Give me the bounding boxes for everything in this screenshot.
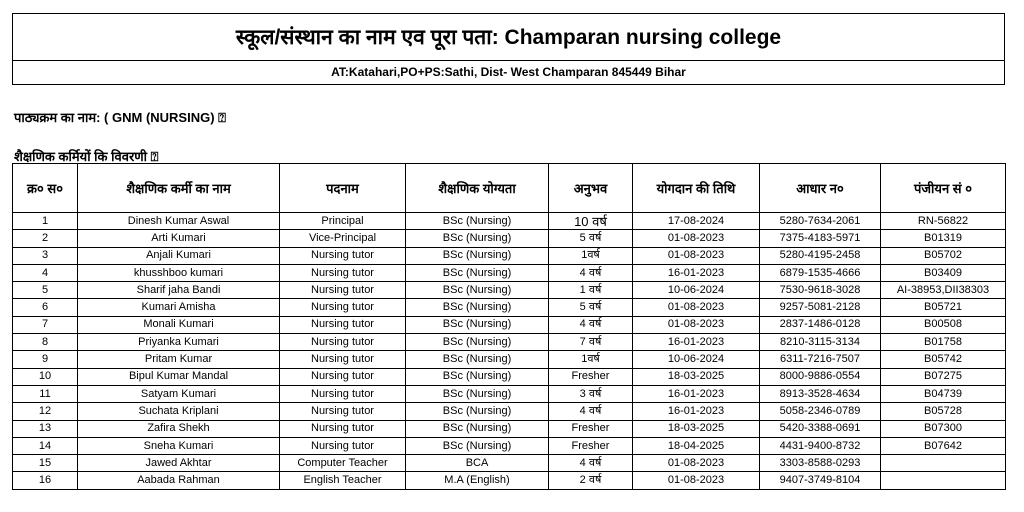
name-cell: Suchata Kriplani: [78, 403, 280, 420]
serial-cell: 15: [13, 455, 78, 472]
aadhaar-cell: 6879-1535-4666: [760, 264, 881, 281]
table-row: [13, 420, 1006, 437]
college-title: स्कूल/संस्थान का नाम एव पूरा पता: Champaran nursing college: [12, 13, 1005, 61]
designation-cell: English Teacher: [280, 472, 406, 489]
table-row: [13, 403, 1006, 420]
col-serial-header: क्र० स०: [13, 164, 78, 213]
qualification-cell: BCA: [406, 455, 549, 472]
joining-date-cell: 01-08-2023: [633, 230, 760, 247]
name-cell: Anjali Kumari: [78, 247, 280, 264]
qualification-cell: BSc (Nursing): [406, 264, 549, 281]
designation-cell: Nursing tutor: [280, 403, 406, 420]
table-row: [13, 299, 1006, 316]
serial-cell: 1: [13, 213, 78, 230]
joining-date-cell: 16-01-2023: [633, 385, 760, 402]
col-name-header: शैक्षणिक कर्मी का नाम: [78, 164, 280, 213]
designation-cell: Nursing tutor: [280, 316, 406, 333]
registration-cell: B01319: [881, 230, 1006, 247]
staff-details-label: शैक्षणिक कर्मियों कि विवरणी ⍰: [14, 149, 159, 164]
serial-cell: 9: [13, 351, 78, 368]
col-experience-header: अनुभव: [549, 164, 633, 213]
experience-cell: Fresher: [549, 420, 633, 437]
staff-table: [12, 163, 1006, 490]
designation-cell: Nursing tutor: [280, 420, 406, 437]
joining-date-cell: 17-08-2024: [633, 213, 760, 230]
experience-cell: Fresher: [549, 437, 633, 454]
qualification-cell: BSc (Nursing): [406, 385, 549, 402]
serial-cell: 11: [13, 385, 78, 402]
designation-cell: Nursing tutor: [280, 247, 406, 264]
qualification-cell: BSc (Nursing): [406, 282, 549, 299]
qualification-cell: BSc (Nursing): [406, 368, 549, 385]
serial-cell: 8: [13, 334, 78, 351]
designation-cell: Nursing tutor: [280, 437, 406, 454]
joining-date-cell: 16-01-2023: [633, 403, 760, 420]
qualification-cell: BSc (Nursing): [406, 247, 549, 264]
joining-date-cell: 16-01-2023: [633, 334, 760, 351]
name-cell: Pritam Kumar: [78, 351, 280, 368]
serial-cell: 7: [13, 316, 78, 333]
registration-cell: B05728: [881, 403, 1006, 420]
staff-sheet: [12, 13, 1005, 503]
experience-cell: 5 वर्ष: [549, 230, 633, 247]
col-aadhaar-header: आधार न०: [760, 164, 881, 213]
table-row: [13, 334, 1006, 351]
designation-cell: Nursing tutor: [280, 334, 406, 351]
joining-date-cell: 01-08-2023: [633, 455, 760, 472]
experience-cell: 4 वर्ष: [549, 455, 633, 472]
qualification-cell: BSc (Nursing): [406, 437, 549, 454]
qualification-cell: BSc (Nursing): [406, 299, 549, 316]
aadhaar-cell: 5058-2346-0789: [760, 403, 881, 420]
joining-date-cell: 01-08-2023: [633, 472, 760, 489]
registration-cell: B03409: [881, 264, 1006, 281]
table-row: [13, 230, 1006, 247]
qualification-cell: BSc (Nursing): [406, 334, 549, 351]
experience-cell: Fresher: [549, 368, 633, 385]
qualification-cell: BSc (Nursing): [406, 213, 549, 230]
aadhaar-cell: 6311-7216-7507: [760, 351, 881, 368]
designation-cell: Nursing tutor: [280, 368, 406, 385]
designation-cell: Nursing tutor: [280, 351, 406, 368]
registration-cell: [881, 472, 1006, 489]
registration-cell: B01758: [881, 334, 1006, 351]
table-row: [13, 455, 1006, 472]
aadhaar-cell: 8000-9886-0554: [760, 368, 881, 385]
table-row: [13, 385, 1006, 402]
table-row: [13, 437, 1006, 454]
registration-cell: RN-56822: [881, 213, 1006, 230]
college-address: AT:Katahari,PO+PS:Sathi, Dist- West Champaran 845449 Bihar: [12, 60, 1005, 85]
experience-cell: 2 वर्ष: [549, 472, 633, 489]
experience-cell: 1वर्ष: [549, 247, 633, 264]
registration-cell: B07275: [881, 368, 1006, 385]
joining-date-cell: 16-01-2023: [633, 264, 760, 281]
registration-cell: B05742: [881, 351, 1006, 368]
serial-cell: 13: [13, 420, 78, 437]
experience-cell: 1वर्ष: [549, 351, 633, 368]
experience-cell: 4 वर्ष: [549, 316, 633, 333]
col-designation-header: पदनाम: [280, 164, 406, 213]
serial-cell: 16: [13, 472, 78, 489]
aadhaar-cell: 7530-9618-3028: [760, 282, 881, 299]
name-cell: Aabada Rahman: [78, 472, 280, 489]
aadhaar-cell: 8913-3528-4634: [760, 385, 881, 402]
serial-cell: 14: [13, 437, 78, 454]
name-cell: Satyam Kumari: [78, 385, 280, 402]
registration-cell: B05702: [881, 247, 1006, 264]
experience-cell: 4 वर्ष: [549, 264, 633, 281]
designation-cell: Nursing tutor: [280, 264, 406, 281]
experience-cell: 4 वर्ष: [549, 403, 633, 420]
aadhaar-cell: 9407-3749-8104: [760, 472, 881, 489]
serial-cell: 3: [13, 247, 78, 264]
name-cell: khusshboo kumari: [78, 264, 280, 281]
table-row: [13, 213, 1006, 230]
name-cell: Monali Kumari: [78, 316, 280, 333]
serial-cell: 12: [13, 403, 78, 420]
name-cell: Sharif jaha Bandi: [78, 282, 280, 299]
aadhaar-cell: 3303-8588-0293: [760, 455, 881, 472]
registration-cell: B07642: [881, 437, 1006, 454]
joining-date-cell: 01-08-2023: [633, 247, 760, 264]
registration-cell: [881, 455, 1006, 472]
name-cell: Jawed Akhtar: [78, 455, 280, 472]
designation-cell: Nursing tutor: [280, 282, 406, 299]
experience-cell: 7 वर्ष: [549, 334, 633, 351]
table-row: [13, 472, 1006, 489]
joining-date-cell: 18-03-2025: [633, 368, 760, 385]
aadhaar-cell: 5420-3388-0691: [760, 420, 881, 437]
name-cell: Kumari Amisha: [78, 299, 280, 316]
name-cell: Priyanka Kumari: [78, 334, 280, 351]
table-row: [13, 368, 1006, 385]
designation-cell: Principal: [280, 213, 406, 230]
table-row: [13, 264, 1006, 281]
joining-date-cell: 01-08-2023: [633, 316, 760, 333]
aadhaar-cell: 9257-5081-2128: [760, 299, 881, 316]
course-name-label: पाठ्यक्रम का नाम: ( GNM (NURSING) ⍰: [14, 110, 226, 125]
aadhaar-cell: 5280-4195-2458: [760, 247, 881, 264]
joining-date-cell: 18-04-2025: [633, 437, 760, 454]
qualification-cell: BSc (Nursing): [406, 351, 549, 368]
qualification-cell: BSc (Nursing): [406, 420, 549, 437]
serial-cell: 6: [13, 299, 78, 316]
registration-cell: B05721: [881, 299, 1006, 316]
col-joining-date-header: योगदान की तिथि: [633, 164, 760, 213]
qualification-cell: BSc (Nursing): [406, 316, 549, 333]
designation-cell: Computer Teacher: [280, 455, 406, 472]
designation-cell: Nursing tutor: [280, 385, 406, 402]
registration-cell: AI-38953,DII38303: [881, 282, 1006, 299]
name-cell: Zafira Shekh: [78, 420, 280, 437]
aadhaar-cell: 4431-9400-8732: [760, 437, 881, 454]
joining-date-cell: 18-03-2025: [633, 420, 760, 437]
name-cell: Arti Kumari: [78, 230, 280, 247]
table-row: [13, 351, 1006, 368]
aadhaar-cell: 2837-1486-0128: [760, 316, 881, 333]
name-cell: Sneha Kumari: [78, 437, 280, 454]
table-row: [13, 282, 1006, 299]
qualification-cell: BSc (Nursing): [406, 403, 549, 420]
serial-cell: 4: [13, 264, 78, 281]
designation-cell: Vice-Principal: [280, 230, 406, 247]
experience-cell: 1 वर्ष: [549, 282, 633, 299]
serial-cell: 5: [13, 282, 78, 299]
registration-cell: B07300: [881, 420, 1006, 437]
registration-cell: B00508: [881, 316, 1006, 333]
name-cell: Bipul Kumar Mandal: [78, 368, 280, 385]
col-qualification-header: शैक्षणिक योग्यता: [406, 164, 549, 213]
table-row: [13, 247, 1006, 264]
qualification-cell: BSc (Nursing): [406, 230, 549, 247]
qualification-cell: M.A (English): [406, 472, 549, 489]
joining-date-cell: 01-08-2023: [633, 299, 760, 316]
joining-date-cell: 10-06-2024: [633, 282, 760, 299]
serial-cell: 2: [13, 230, 78, 247]
col-registration-header: पंजीयन सं ०: [881, 164, 1006, 213]
aadhaar-cell: 5280-7634-2061: [760, 213, 881, 230]
serial-cell: 10: [13, 368, 78, 385]
registration-cell: B04739: [881, 385, 1006, 402]
experience-cell: 10 वर्ष: [549, 213, 633, 230]
name-cell: Dinesh Kumar Aswal: [78, 213, 280, 230]
table-header-row: [13, 164, 1006, 213]
joining-date-cell: 10-06-2024: [633, 351, 760, 368]
aadhaar-cell: 7375-4183-5971: [760, 230, 881, 247]
experience-cell: 5 वर्ष: [549, 299, 633, 316]
table-row: [13, 316, 1006, 333]
designation-cell: Nursing tutor: [280, 299, 406, 316]
experience-cell: 3 वर्ष: [549, 385, 633, 402]
aadhaar-cell: 8210-3115-3134: [760, 334, 881, 351]
